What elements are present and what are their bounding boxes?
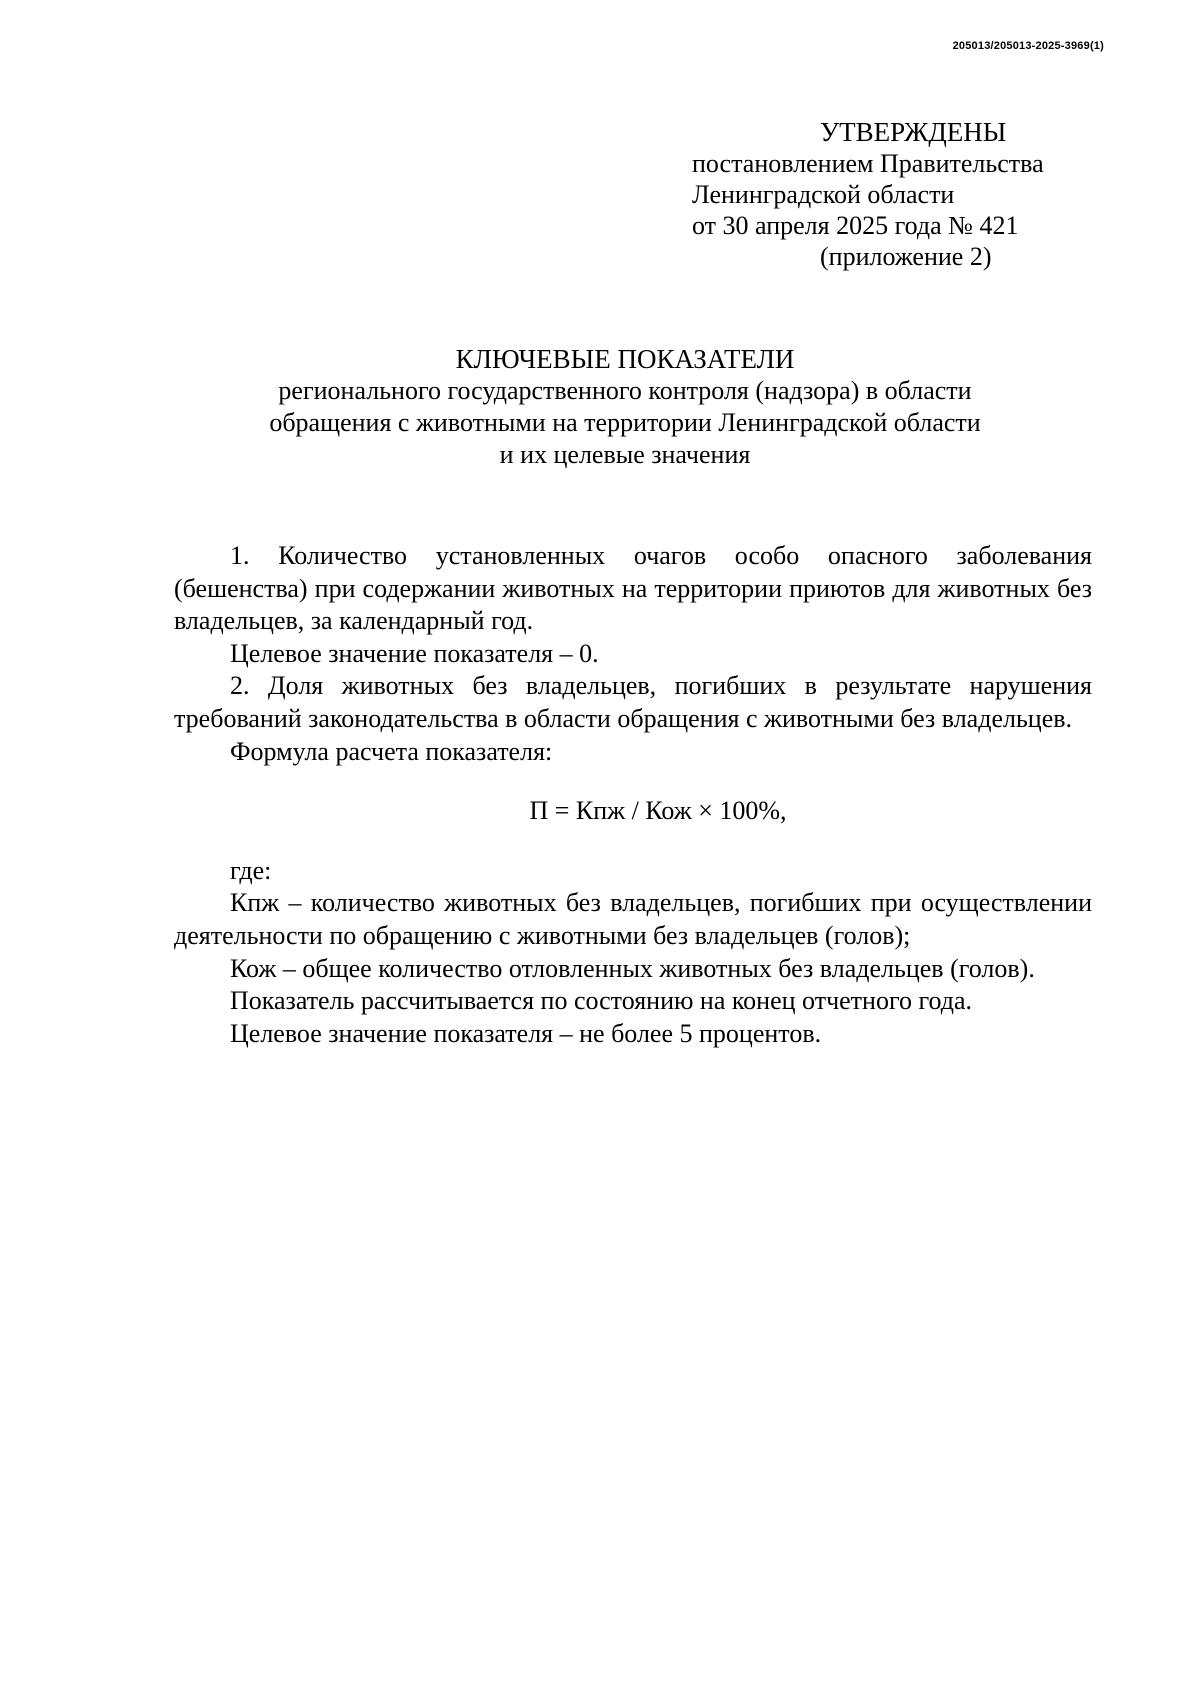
approval-line-3: от 30 апреля 2025 года № 421 [692, 211, 1019, 240]
calculation-note: Показатель рассчитывается по состоянию на конец отчетного года. [230, 986, 973, 1016]
approval-line-1: постановлением Правительства [692, 149, 1044, 178]
definition-kozh: Кож – общее количество отловленных животных без владельцев (голов). [230, 953, 1035, 983]
indicator-1: 1. Количество установленных очагов особо опасного заболевания (бешенства) при содержании животных на территории приютов для животных без владельцев, за календарный год. [174, 541, 1092, 636]
formula: П = Кпж / Кож × 100%, [529, 796, 787, 826]
indicator-2: 2. Доля животных без владельцев, погибших в результате нарушения требований законодательства в области обращения с животными без владельцев. [174, 671, 1092, 733]
indicator-2-target: Целевое значение показателя – не более 5 процентов. [230, 1018, 822, 1048]
title-line-2: обращения с животными на территории Ленинградской области [269, 408, 981, 437]
approval-stamp [692, 117, 1112, 272]
appendix-label: (приложение 2) [820, 242, 992, 271]
document-title [160, 343, 1090, 471]
where-label: где: [230, 855, 272, 885]
document-id: 205013/205013-2025-3969(1) [952, 40, 1104, 52]
approval-heading: УТВЕРЖДЕНЫ [820, 117, 1007, 147]
document-body [174, 540, 1092, 1050]
title-main: КЛЮЧЕВЫЕ ПОКАЗАТЕЛИ [455, 344, 795, 374]
title-line-1: регионального государственного контроля (надзора) в области [278, 376, 972, 405]
formula-label: Формула расчета показателя: [230, 736, 553, 766]
indicator-1-target: Целевое значение показателя – 0. [230, 638, 599, 668]
definition-kpzh: Кпж – количество животных без владельцев, погибших при осуществлении деятельности по обращению с животными без владельцев (голов); [174, 888, 1092, 950]
approval-line-2: Ленинградской области [692, 180, 955, 209]
title-line-3: и их целевые значения [499, 440, 751, 469]
